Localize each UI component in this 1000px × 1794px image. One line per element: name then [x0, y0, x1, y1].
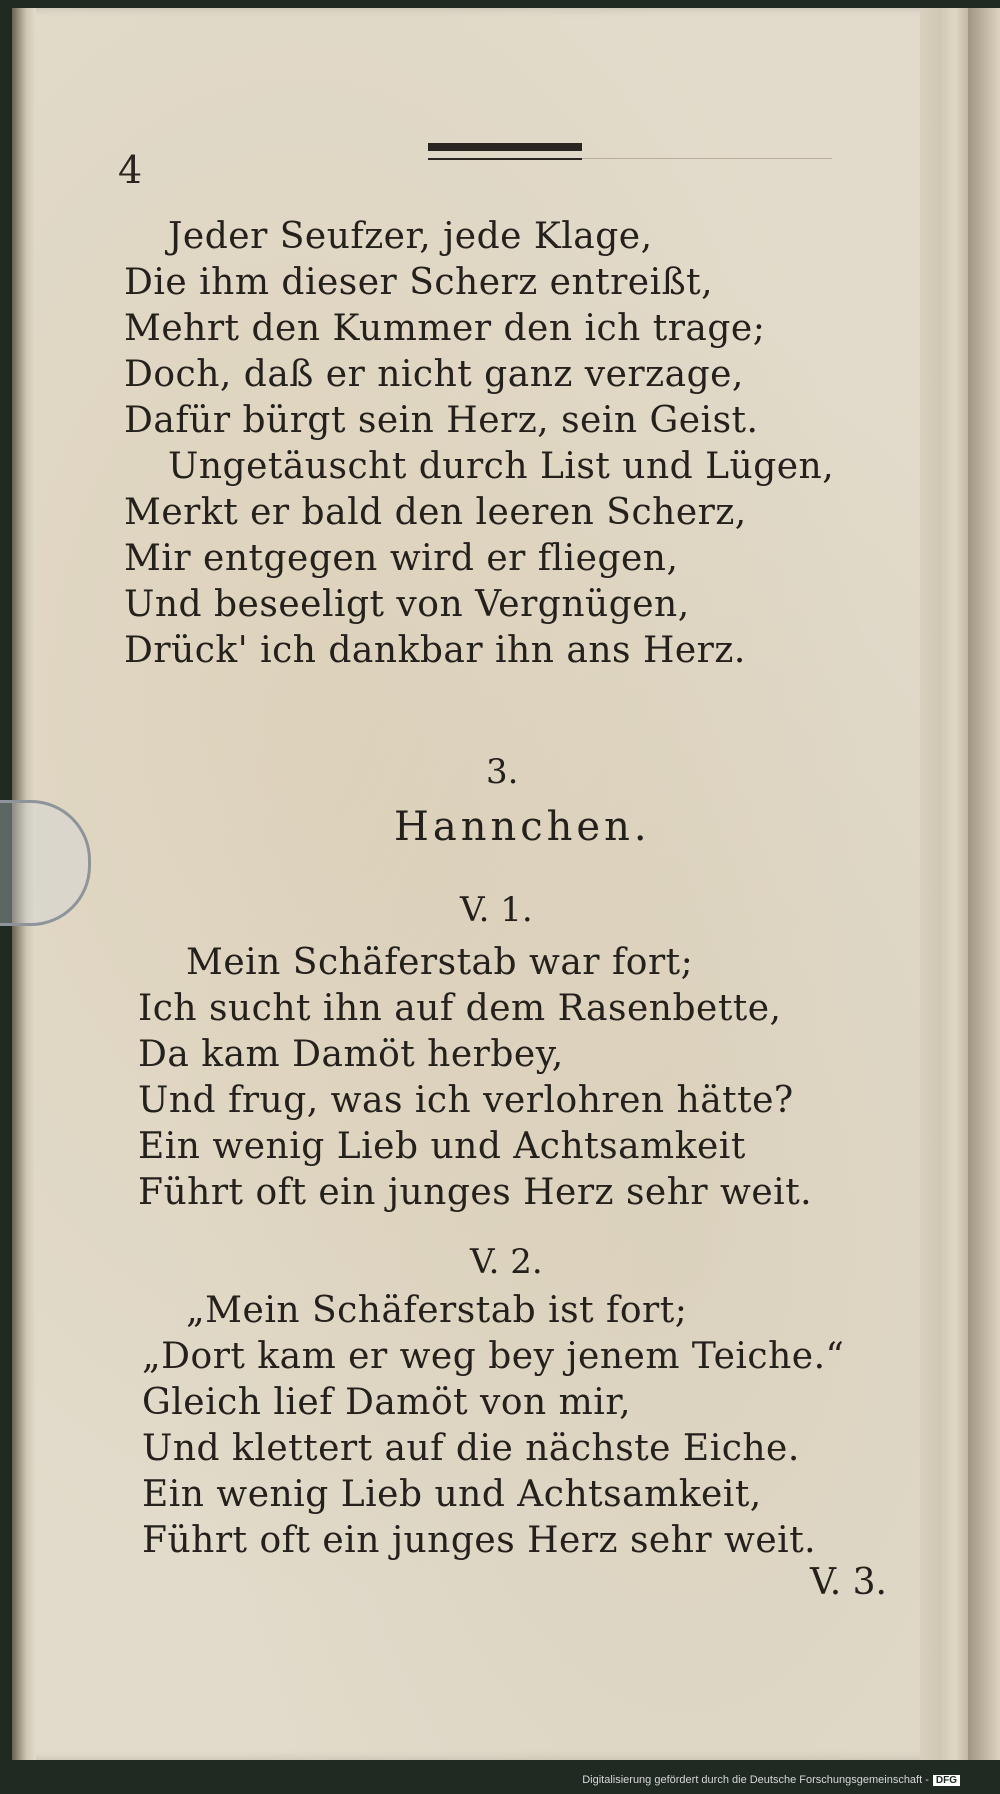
page-edge-outer — [968, 8, 1000, 1760]
verse-line: „Mein Schäferstab ist fort; — [186, 1290, 688, 1331]
stanza-line: Dafür bürgt sein Herz, sein Geist. — [124, 400, 759, 441]
verse-label: V. 2. — [470, 1242, 543, 1282]
verse-line: Und frug, was ich verlohren hätte? — [138, 1080, 794, 1121]
stanza-line: Und beseeligt von Vergnügen, — [124, 584, 690, 625]
stanza-line: Doch, daß er nicht ganz verzage, — [124, 354, 744, 395]
header-rule-thick — [428, 143, 582, 151]
stanza-line: Die ihm dieser Scherz entreißt, — [124, 262, 714, 303]
verse-label: V. 1. — [460, 890, 533, 930]
verse-line: Ein wenig Lieb und Achtsamkeit — [138, 1126, 746, 1167]
page-number: 4 — [118, 148, 143, 192]
verse-line: Gleich lief Damöt von mir, — [142, 1382, 632, 1423]
dfg-logo: DFG — [933, 1775, 960, 1786]
stanza-line: Mehrt den Kummer den ich trage; — [124, 308, 766, 349]
verse-line: Führt oft ein junges Herz sehr weit. — [138, 1172, 813, 1213]
verse-line: Da kam Damöt herbey, — [138, 1034, 564, 1075]
verse-line: Ich sucht ihn auf dem Rasenbette, — [138, 988, 782, 1029]
header-rule-thin — [428, 158, 582, 160]
footer-text: Digitalisierung gefördert durch die Deutsche Forschungsgemeinschaft - — [582, 1774, 929, 1786]
footer-credit — [582, 1774, 960, 1786]
verse-line: Mein Schäferstab war fort; — [186, 942, 694, 983]
stanza-line: Ungetäuscht durch List und Lügen, — [168, 446, 835, 487]
verse-line: „Dort kam er weg bey jenem Teiche.“ — [142, 1336, 845, 1377]
song-number: 3. — [486, 752, 519, 792]
song-title: Hannchen. — [394, 804, 651, 850]
verse-line: Ein wenig Lieb und Achtsamkeit, — [142, 1474, 762, 1515]
verse-line: Führt oft ein junges Herz sehr weit. — [142, 1520, 817, 1561]
stanza-line: Mir entgegen wird er fliegen, — [124, 538, 679, 579]
stanza-line: Jeder Seufzer, jede Klage, — [168, 216, 653, 257]
page-edge — [920, 8, 970, 1760]
stanza-line: Merkt er bald den leeren Scherz, — [124, 492, 747, 533]
stanza-line: Drück' ich dankbar ihn ans Herz. — [124, 630, 746, 671]
header-rule-faint — [582, 158, 832, 159]
catchword: V. 3. — [810, 1562, 887, 1603]
verse-line: Und klettert auf die nächste Eiche. — [142, 1428, 800, 1469]
